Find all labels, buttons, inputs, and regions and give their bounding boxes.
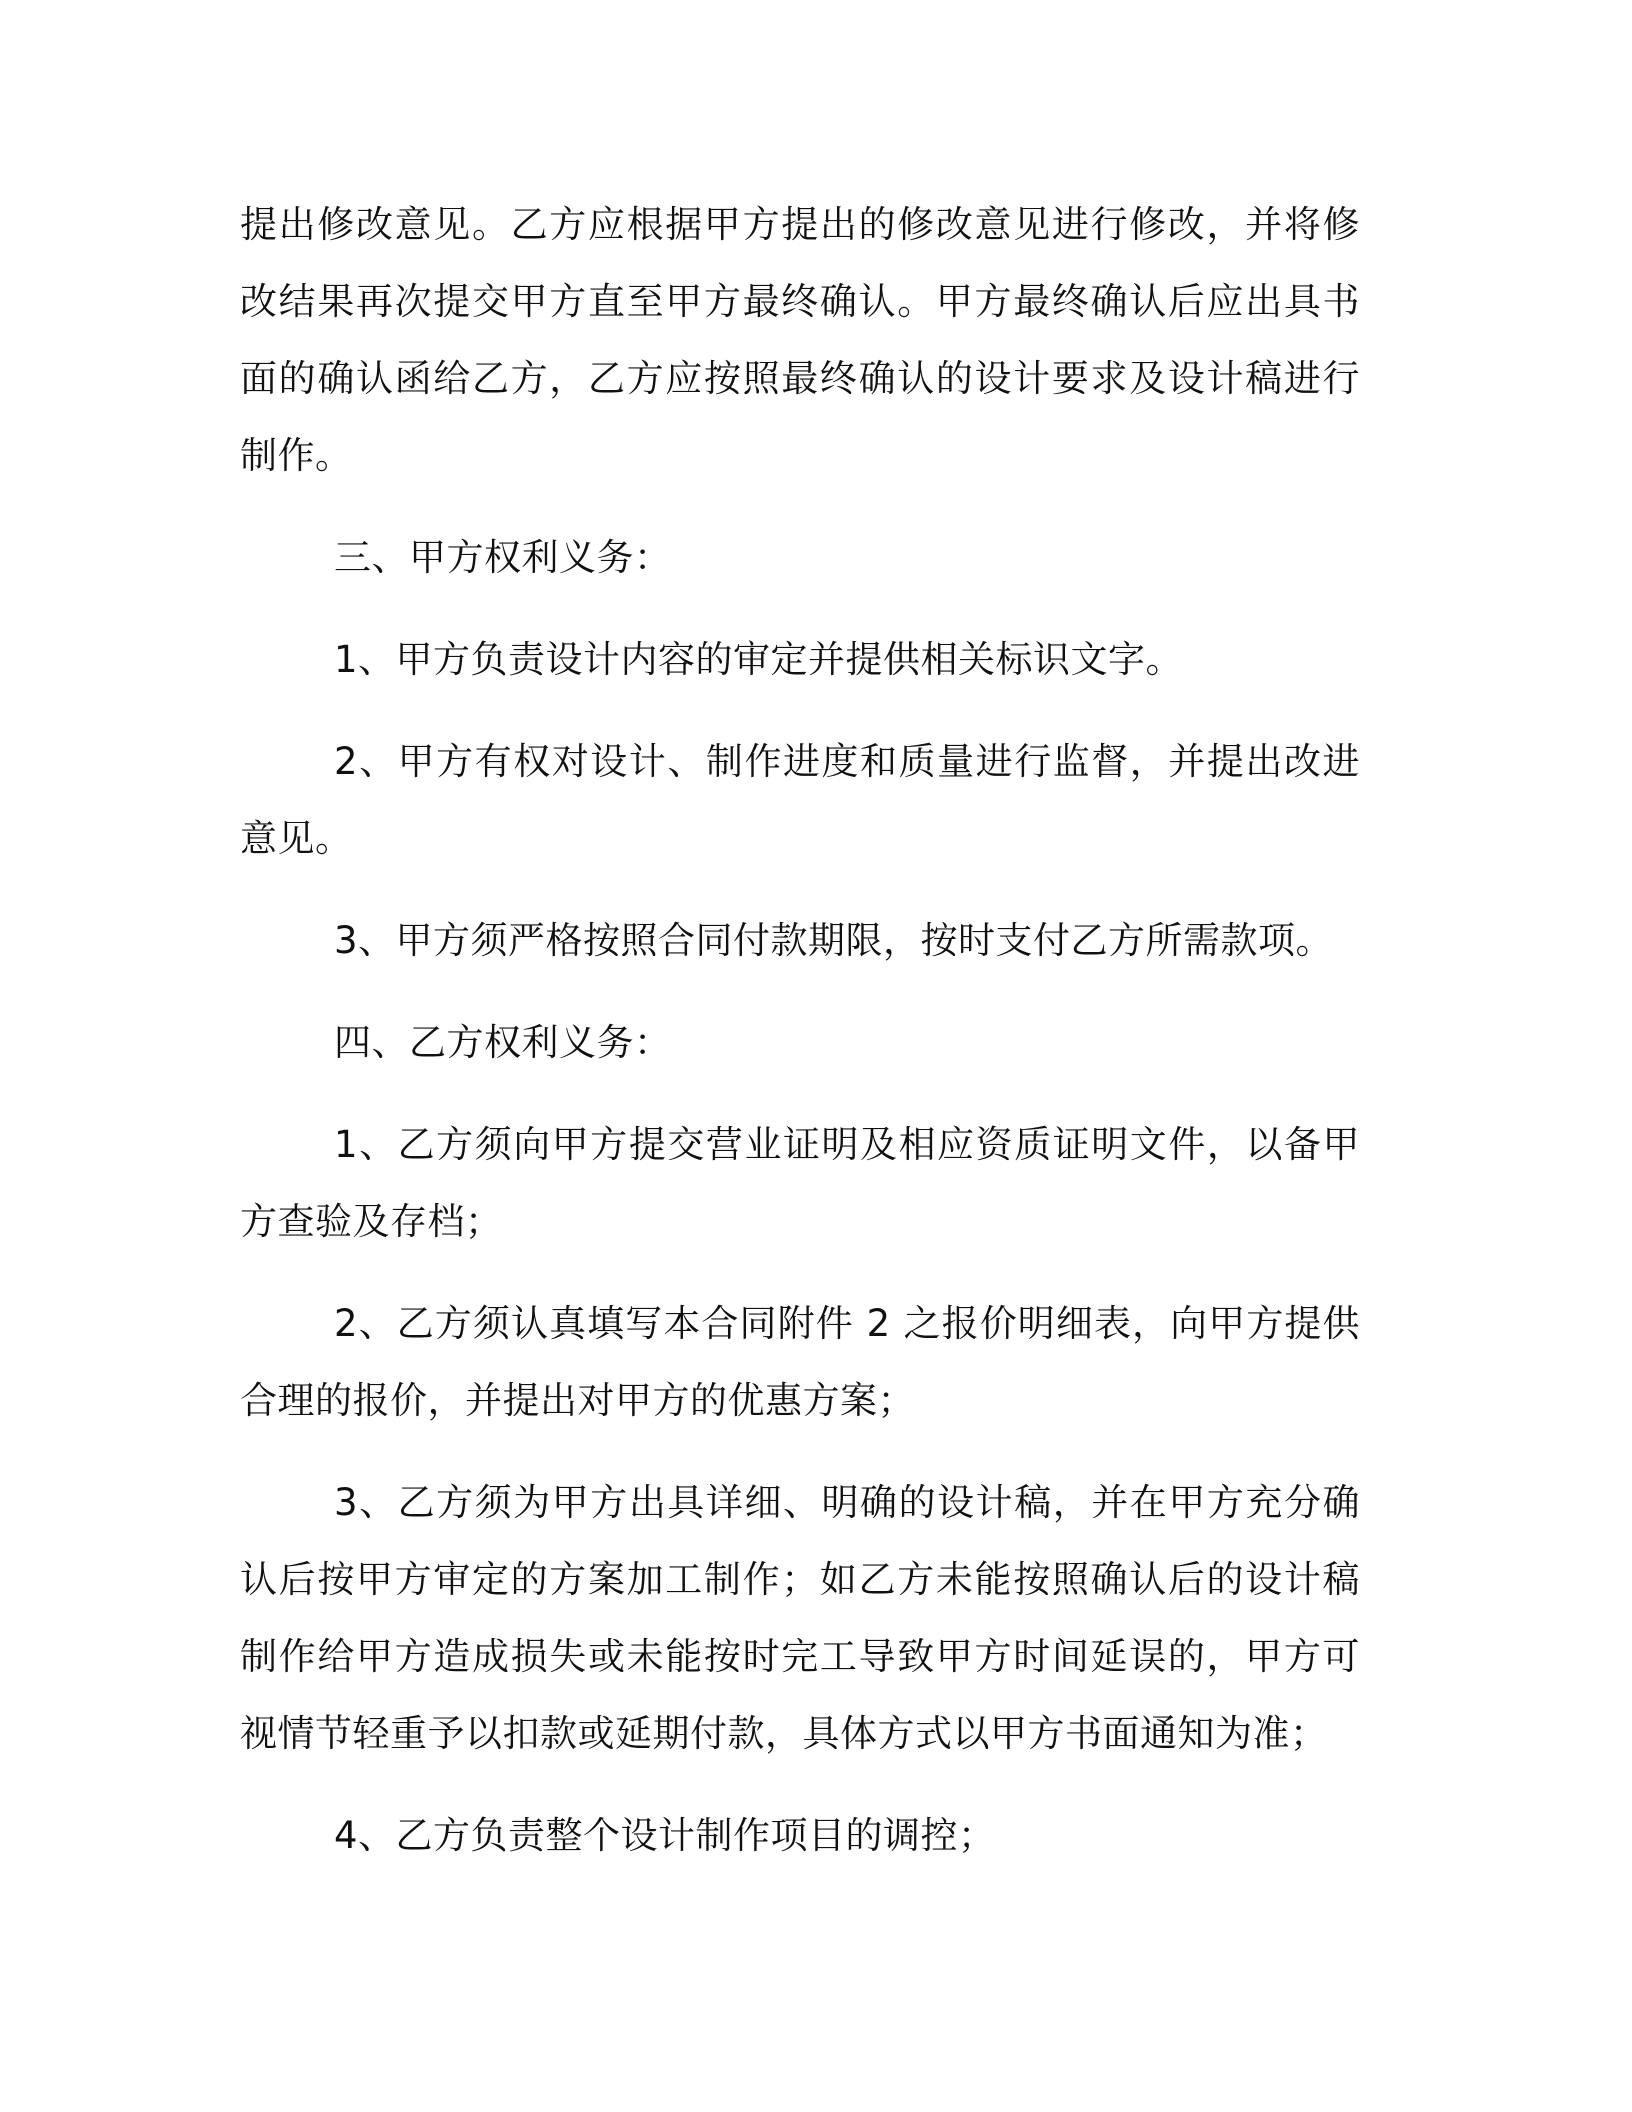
document-body	[240, 186, 1360, 1899]
section-heading-party-a: 三、甲方权利义务：	[334, 536, 672, 579]
paragraph-continuation: 提出修改意见。乙方应根据甲方提出的修改意见进行修改，并将修改结果再次提交甲方直至甲方最终确认。甲方最终确认后应出具书面的确认函给乙方，乙方应按照最终确认的设计要求及设计稿进行制作。	[240, 203, 1360, 477]
clause-b-1: 1、乙方须向甲方提交营业证明及相应资质证明文件，以备甲方查验及存档；	[240, 1123, 1360, 1243]
clause-b-2: 2、乙方须认真填写本合同附件 2 之报价明细表，向甲方提供合理的报价，并提出对甲方的优惠方案；	[240, 1302, 1360, 1422]
clause-a-2: 2、甲方有权对设计、制作进度和质量进行监督，并提出改进意见。	[240, 740, 1360, 860]
clause-a-1: 1、甲方负责设计内容的审定并提供相关标识文字。	[334, 638, 1184, 681]
section-heading-party-b: 四、乙方权利义务：	[334, 1021, 672, 1064]
clause-b-3: 3、乙方须为甲方出具详细、明确的设计稿，并在甲方充分确认后按甲方审定的方案加工制作；如乙方未能按照确认后的设计稿制作给甲方造成损失或未能按时完工导致甲方时间延误的，甲方可视情节轻重予以扣款或延期付款，具体方式以甲方书面通知为准；	[240, 1481, 1360, 1755]
clause-a-3: 3、甲方须严格按照合同付款期限，按时支付乙方所需款项。	[334, 919, 1334, 962]
clause-b-4: 4、乙方负责整个设计制作项目的调控；	[334, 1814, 996, 1857]
